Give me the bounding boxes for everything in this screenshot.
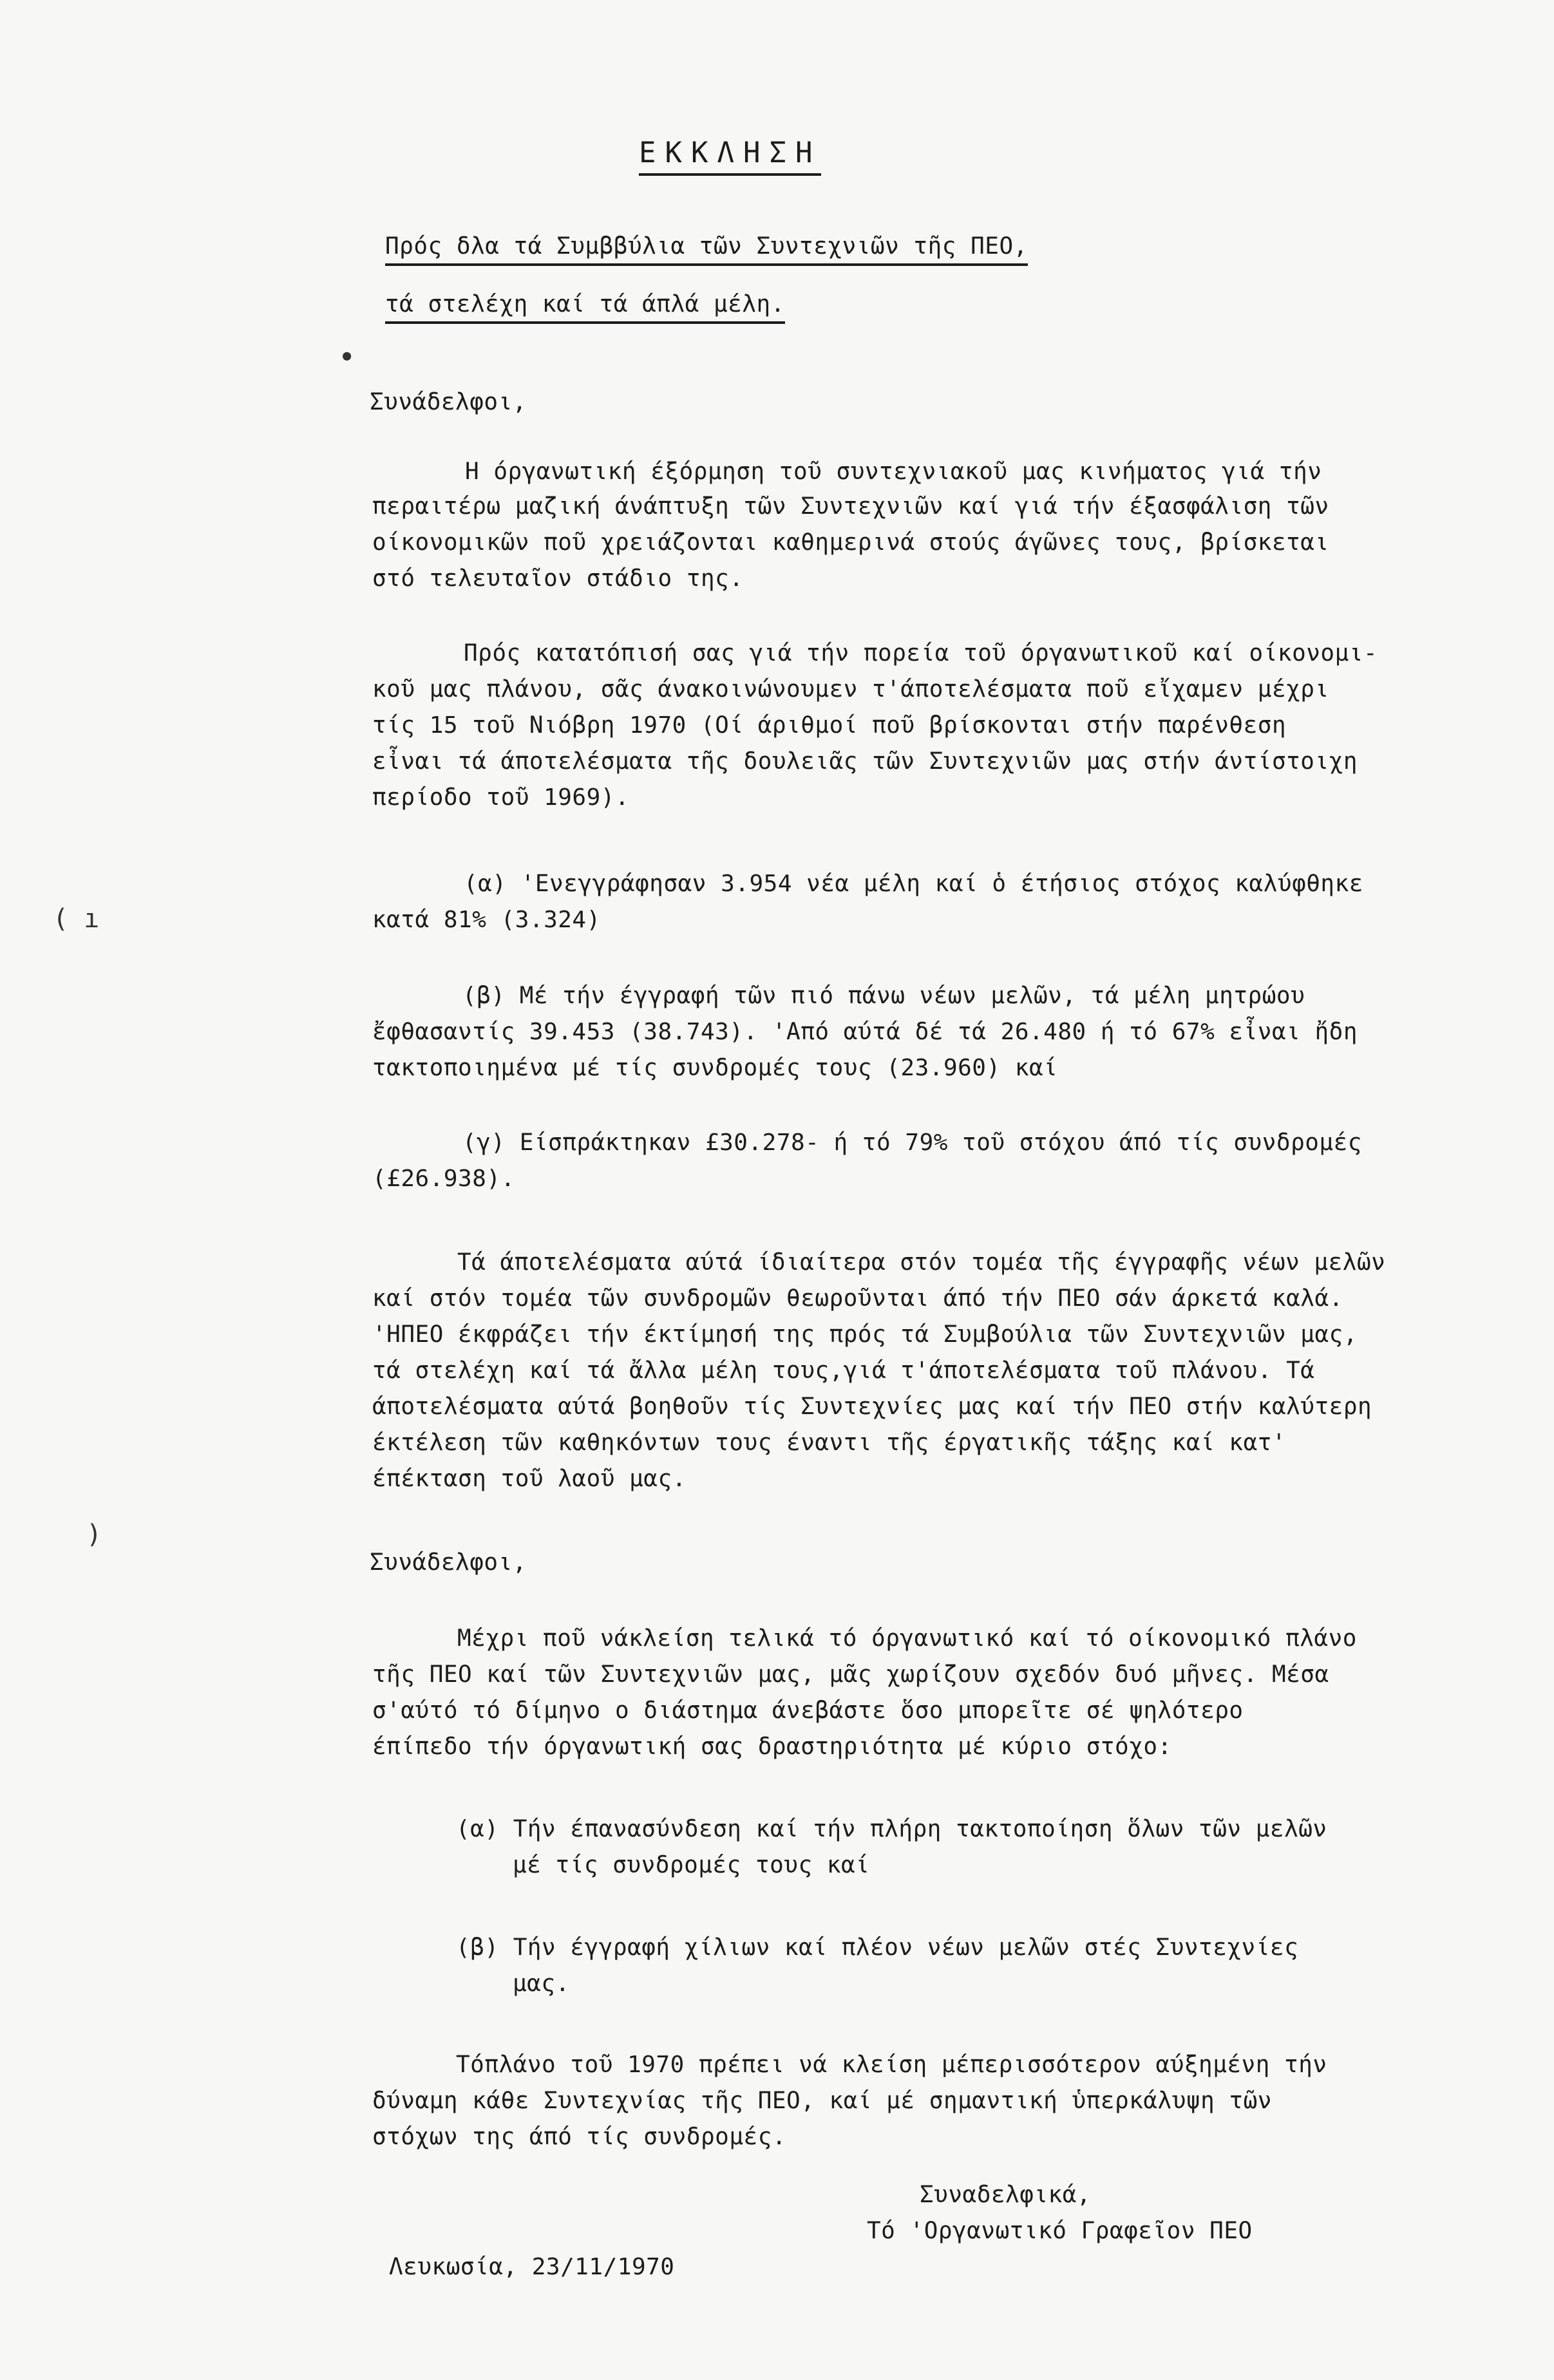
body-line: περαιτέρω μαζική άνάπτυξη τῶν Συντεχνιῶν καί γιά τήν έξασφάλιση τῶν	[372, 493, 1329, 520]
addressee-line-1: Πρός δλα τά Συμββύλια τῶν Συντεχνιῶν τῆς ΠΕΟ,	[385, 233, 1028, 266]
greeting-1: Συνάδελφοι,	[370, 389, 527, 415]
addressee-line-2: τά στελέχη καί τά άπλά μέλη.	[385, 291, 785, 324]
body-line: Τά άποτελέσματα αύτά ίδιαίτερα στόν τομέα τῆς έγγραφῆς νέων μελῶν	[457, 1249, 1386, 1276]
body-line: οίκονομικῶν ποῦ χρειάζονται καθημερινά στούς άγῶνες τους, βρίσκεται	[372, 529, 1329, 556]
body-line: έπίπεδο τήν όργανωτική σας δραστηριότητα μέ κύριο στόχο:	[372, 1733, 1172, 1760]
body-line: (β) Τήν έγγραφή χίλιων καί πλέον νέων μελῶν στές Συντεχνίες	[456, 1934, 1299, 1961]
body-line: Πρός κατατόπισή σας γιά τήν πορεία τοῦ όργανωτικοῦ καί οίκονομι-	[464, 640, 1378, 666]
body-line: (α) 'Ενεγγράφησαν 3.954 νέα μέλη καί ὁ έτήσιος στόχος καλύφθηκε	[464, 871, 1363, 897]
body-line: καί στόν τομέα τῶν συνδρομῶν θεωροῦνται άπό τήν ΠΕΟ σάν άρκετά καλά.	[372, 1285, 1343, 1312]
body-line: τακτοποιημένα μέ τίς συνδρομές τους (23.960) καί	[372, 1055, 1058, 1081]
body-line: εἶναι τά άποτελέσματα τῆς δουλειᾶς τῶν Συντεχνιῶν μας στήν άντίστοιχη	[372, 748, 1358, 775]
body-line: Η όργανωτική έξόρμηση τοῦ συντεχνιακοῦ μας κινήματος γιά τήν	[465, 458, 1322, 485]
body-line: μέ τίς συνδρομές τους καί	[513, 1852, 870, 1878]
document-title: ΕΚΚΛΗΣΗ	[639, 137, 821, 176]
margin-bracket: ( ı	[53, 904, 100, 934]
body-line: σ'αύτό τό δίμηνο ο διάστημα άνεβάστε ὅσο μπορεῖτε σέ ψηλότερο	[372, 1697, 1244, 1724]
margin-bracket: )	[86, 1520, 102, 1549]
body-line: άποτελέσματα αύτά βοηθοῦν τίς Συντεχνίες μας καί τήν ΠΕΟ στήν καλύτερη	[372, 1393, 1372, 1420]
body-line: τῆς ΠΕΟ καί τῶν Συντεχνιῶν μας, μᾶς χωρίζουν σχεδόν δυό μῆνες. Μέσα	[372, 1661, 1329, 1688]
body-line: ἔφθασαντίς 39.453 (38.743). 'Από αύτά δέ τά 26.480 ή τό 67% εἶναι ἤδη	[372, 1019, 1358, 1045]
body-line: τίς 15 τοῦ Νιόβρη 1970 (Οί άριθμοί ποῦ βρίσκονται στήν παρένθεση	[372, 712, 1287, 739]
body-line: (β) Μέ τήν έγγραφή τῶν πιό πάνω νέων μελῶν, τά μέλη μητρώου	[462, 983, 1305, 1009]
body-line: Μέχρι ποῦ νάκλείση τελικά τό όργανωτικό καί τό οίκονομικό πλάνο	[457, 1625, 1357, 1652]
body-line: Τόπλάνο τοῦ 1970 πρέπει νά κλείση μέπερισσότερον αύξημένη τήν	[456, 2052, 1327, 2078]
body-line: (α) Τήν έπανασύνδεση καί τήν πλήρη τακτοποίηση ὅλων τῶν μελῶν	[456, 1816, 1327, 1842]
body-line: περίοδο τοῦ 1969).	[372, 784, 630, 811]
body-line: (γ) Είσπράκτηκαν £30.278- ή τό 79% τοῦ στόχου άπό τίς συνδρομές	[462, 1129, 1362, 1156]
body-line: στό τελευταῖον στάδιο της.	[372, 565, 744, 592]
body-line: δύναμη κάθε Συντεχνίας τῆς ΠΕΟ, καί μέ σημαντική ὑπερκάλυψη τῶν	[372, 2088, 1272, 2114]
body-line: έπέκταση τοῦ λαοῦ μας.	[372, 1466, 687, 1492]
body-line: τά στελέχη καί τά ἄλλα μέλη τους,γιά τ'άποτελέσματα τοῦ πλάνου. Τά	[372, 1357, 1315, 1384]
body-line: μας.	[513, 1970, 570, 1997]
body-line: 'ΗΠΕΟ έκφράζει τήν έκτίμησή της πρός τά Συμβούλια τῶν Συντεχνιῶν μας,	[372, 1321, 1358, 1348]
body-line: κοῦ μας πλάνου, σᾶς άνακοινώνουμεν τ'άποτελέσματα ποῦ εἴχαμεν μέχρι	[372, 676, 1329, 703]
place-date: Λευκωσία, 23/11/1970	[389, 2254, 675, 2280]
margin-dot: ●	[343, 348, 352, 364]
body-line: (£26.938).	[372, 1166, 515, 1192]
greeting-2: Συνάδελφοι,	[370, 1549, 527, 1576]
body-line: στόχων της άπό τίς συνδρομές.	[372, 2124, 787, 2150]
signature: Τό 'Οργανωτικό Γραφεῖον ΠΕΟ	[867, 2218, 1253, 2244]
closing: Συναδελφικά,	[920, 2182, 1092, 2208]
body-line: κατά 81% (3.324)	[372, 907, 601, 933]
body-line: έκτέλεση τῶν καθηκόντων τους έναντι τῆς έργατικῆς τάξης καί κατ'	[372, 1430, 1287, 1456]
